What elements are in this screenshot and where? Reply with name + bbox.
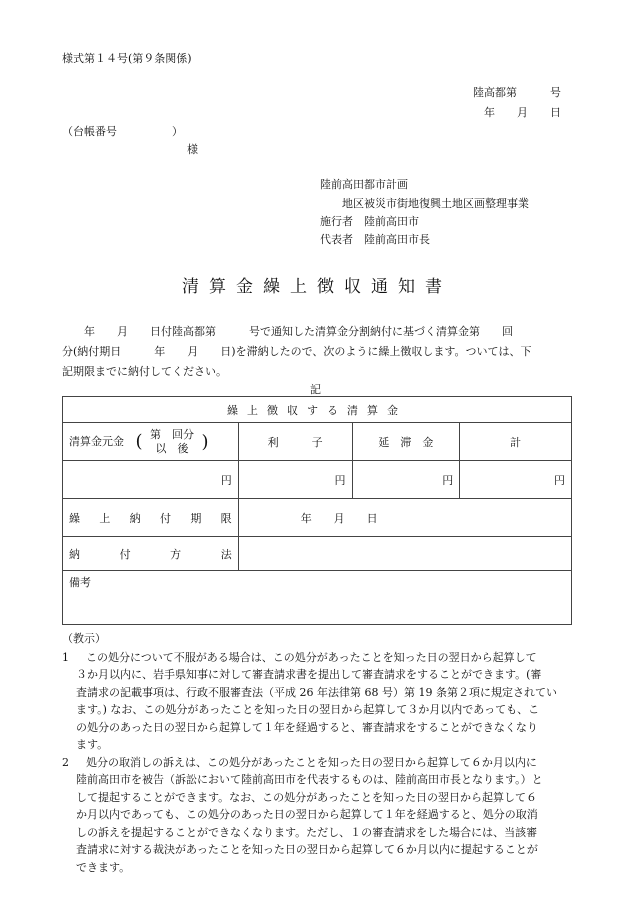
principal-amount-cell[interactable]: 円	[63, 461, 239, 499]
method-value[interactable]	[238, 537, 571, 571]
document-number: 陸高都第 号	[473, 86, 561, 99]
remarks-cell[interactable]	[63, 571, 572, 625]
notice-item-1-line-1: この処分について不服がある場合は、この処分があったことを知った日の翌日から起算して	[86, 650, 537, 664]
principal-header-cell: 清算金元金 ( 第 回分 以 後 )	[63, 423, 239, 461]
issuer-executor: 施行者 陸前高田市	[320, 215, 419, 228]
body-line-2: 分(納付期日 年 月 日)を滞納したので、次のように繰上徴収します。ついては、下	[62, 345, 532, 358]
installment-top: 第 回分	[150, 427, 195, 441]
notice-item-1-line-5: の処分のあった日の翌日から起算して１年を経過すると、審査請求をすることができなくなり	[76, 720, 538, 734]
settlement-table	[62, 396, 572, 625]
ki-label: 記	[310, 383, 321, 396]
document-title: 清算金繰上徴収通知書	[182, 277, 452, 297]
issuer-project-line1: 陸前高田都市計画	[320, 178, 408, 191]
total-header: 計	[460, 423, 572, 461]
notice-item-2-line-4: か月以内であっても、この処分のあった日の翌日から起算して１年を経過すると、処分の取消	[76, 808, 538, 821]
ledger-number: （台帳番号 ）	[62, 125, 183, 138]
notice-item-2-line-1: 処分の取消しの訴えは、この処分があったことを知った日の翌日から起算して６か月以内に	[86, 755, 537, 769]
notice-item-1-number: 1	[62, 650, 69, 664]
notice-item-1-line-4: ます。) なお、この処分があったことを知った日の翌日から起算して３か月以内であっても、こ	[76, 703, 540, 716]
document-date: 年 月 日	[484, 106, 561, 119]
notice-item-1-line-3: 査請求の記載事項は、行政不服審査法（平成 26 年法律第 68 号）第 19 条第２項に規定されてい	[76, 685, 557, 699]
method-label-cell	[63, 537, 239, 571]
issuer-representative: 代表者 陸前高田市長	[320, 233, 430, 246]
notice-item-2-line-2: 陸前高田市を被告（訴訟において陸前高田市を代表するものは、陸前高田市長となります。）と	[76, 773, 543, 786]
addressee-suffix: 様	[187, 143, 198, 156]
notice-item-2	[62, 754, 572, 877]
notice-heading: （教示）	[62, 632, 106, 645]
late-fee-amount-cell[interactable]: 円	[352, 461, 460, 499]
notice-section	[62, 630, 572, 876]
due-label-cell	[63, 499, 239, 537]
notice-item-1-line-2: ３か月以内に、岩手県知事に対して審査請求書を提出して審査請求をすることができます。(審	[76, 668, 542, 681]
installment-bottom: 以 後	[155, 441, 189, 455]
notice-item-2-number: 2	[62, 755, 69, 769]
table-header: 繰上徴収する清算金	[63, 397, 572, 423]
body-line-3: 記期限までに納付してください。	[62, 365, 227, 378]
due-label: 繰 上 納 付 期 限	[69, 511, 232, 525]
remarks-label: 備考	[69, 576, 91, 589]
form-number: 様式第１４号(第９条関係)	[62, 52, 192, 65]
total-amount-cell[interactable]: 円	[460, 461, 572, 499]
body-line-1: 年 月 日付陸高都第 号で通知した清算金分割納付に基づく清算金第 回	[62, 325, 513, 338]
interest-amount-cell[interactable]: 円	[238, 461, 352, 499]
interest-header: 利 子	[238, 423, 352, 461]
due-date-value[interactable]: 年 月 日	[238, 499, 571, 537]
notice-item-2-line-5: しの訴えを提起することができなくなります。ただし、１の審査請求をした場合には、当該審	[76, 825, 538, 839]
notice-item-1-line-6: ます。	[76, 738, 109, 751]
notice-item-2-line-7: できます。	[76, 860, 131, 874]
late-fee-header: 延 滞 金	[352, 423, 460, 461]
issuer-project-line2: 地区被災市街地復興土地区画整理事業	[342, 197, 529, 210]
notice-item-2-line-6: 査請求に対する裁決があったことを知った日の翌日から起算して６か月以内に提起することが	[76, 843, 538, 856]
notice-item-2-line-3: して提起することができます。なお、この処分があったことを知った日の翌日から起算して６	[76, 790, 538, 804]
notice-item-1	[62, 649, 572, 754]
method-label: 納 付 方 法	[69, 547, 232, 561]
principal-label: 清算金元金	[69, 434, 124, 448]
